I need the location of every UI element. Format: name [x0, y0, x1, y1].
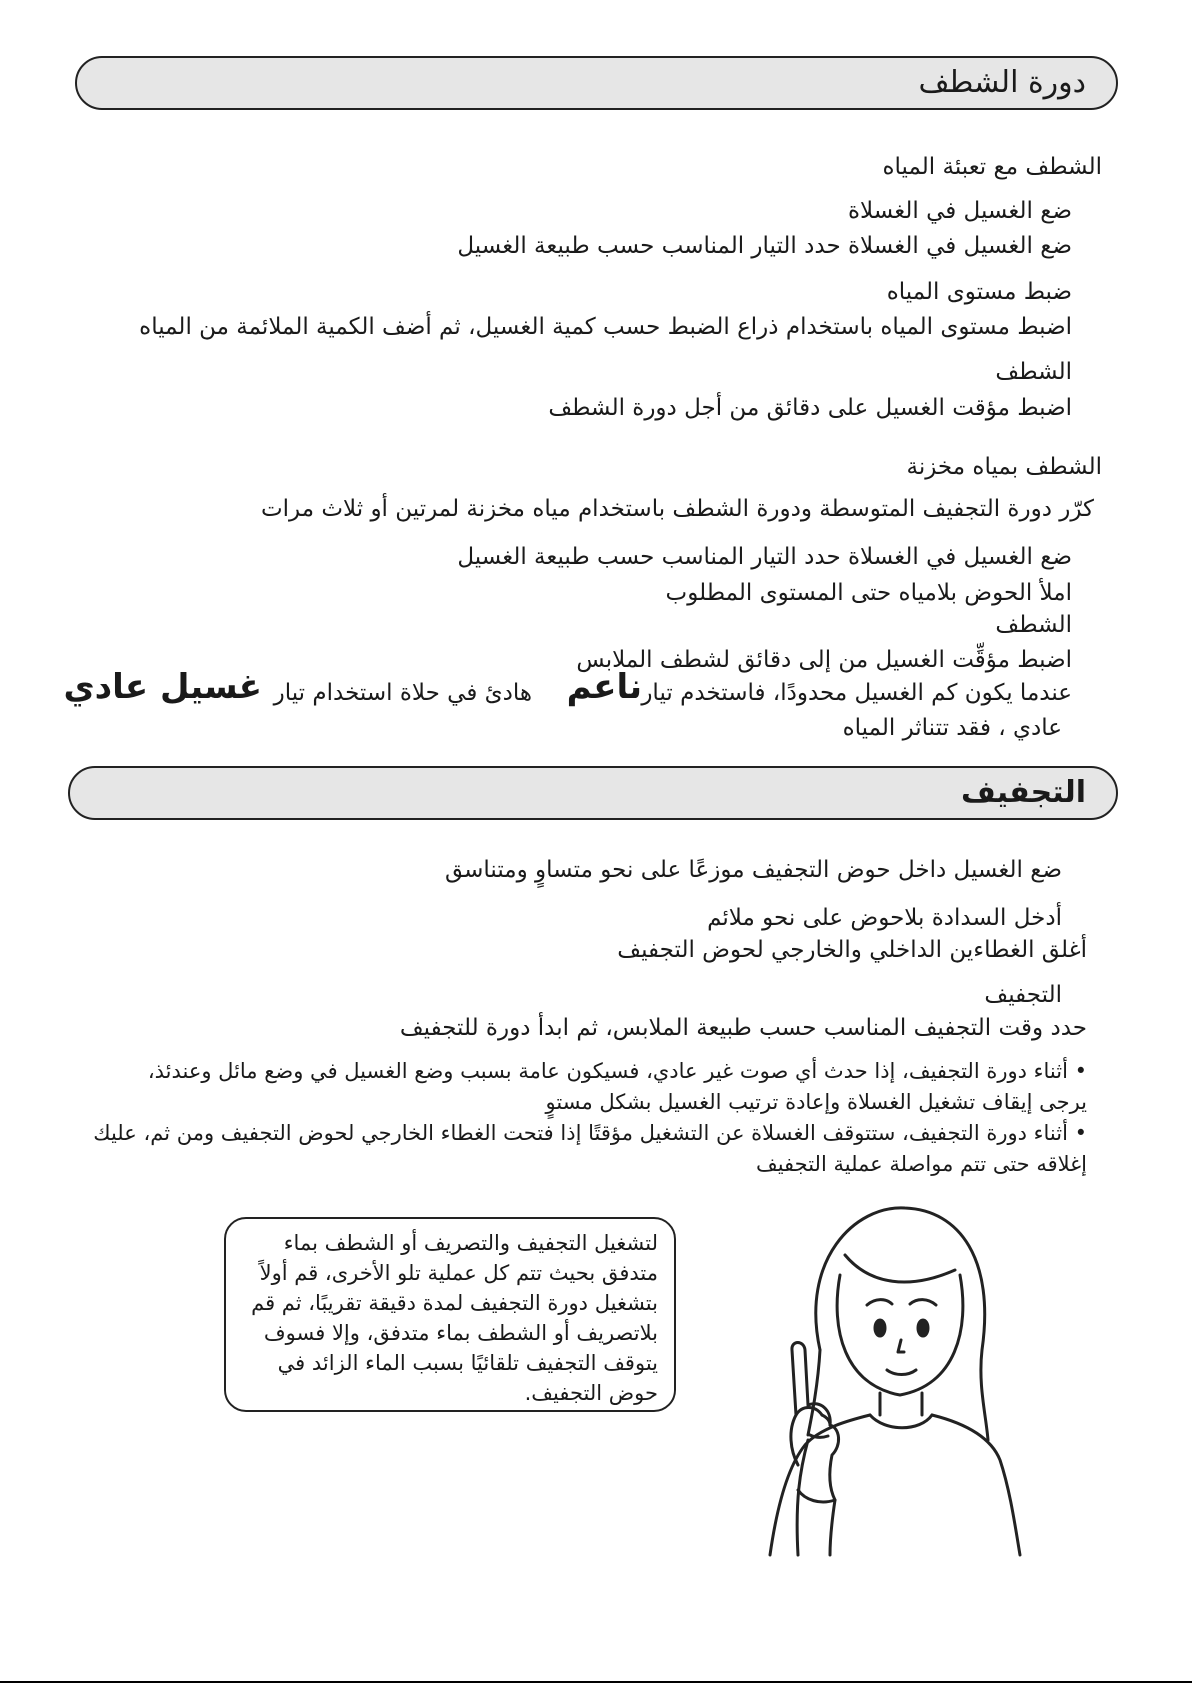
stored-rinse-line2: املأ الحوض بلامياه حتى المستوى المطلوب: [665, 580, 1072, 606]
note-line: حوض التجفيف.: [524, 1381, 658, 1405]
spin-line4: التجفيف: [984, 982, 1062, 1008]
woman-illustration: [760, 1200, 1030, 1560]
fill-rinse-step2-label: ضبط مستوى المياه: [886, 279, 1072, 305]
fill-rinse-step1-label: ضع الغسيل في الغسلاة: [847, 198, 1072, 224]
stored-rinse-line1: ضع الغسيل في الغسلاة حدد التيار المناسب حسب طبيعة الغسيل: [457, 544, 1072, 570]
spin-line1: ضع الغسيل داخل حوض التجفيف موزعًا على نحو متساوٍ ومتناسق: [444, 857, 1062, 883]
note-line: لتشغيل التجفيف والتصريف أو الشطف بماء: [283, 1231, 658, 1255]
spin-bullet2b: إغلاقه حتى تتم مواصلة عملية التجفيف: [755, 1152, 1087, 1176]
stored-rinse-heading: الشطف بمياه مخزنة: [906, 454, 1102, 480]
fill-rinse-step3-text: اضبط مؤقت الغسيل على دقائق من أجل دورة الشطف: [548, 395, 1072, 421]
note-line: متدفق بحيث تتم كل عملية تلو الأخرى، قم أولاً: [259, 1261, 658, 1285]
stored-rinse-line5b: هادئ في حلاة استخدام تيار: [273, 680, 532, 706]
page-bottom-rule: [0, 1681, 1192, 1683]
fill-rinse-step2-text: اضبط مستوى المياه باستخدام ذراع الضبط حسب كمية الغسيل، ثم أضف الكمية الملائمة من المياه: [139, 314, 1072, 340]
note-line: بتشغيل دورة التجفيف لمدة دقيقة تقريبًا، ثم قم: [251, 1291, 658, 1315]
spin-section-title: التجفيف: [961, 775, 1086, 810]
stored-rinse-line5a: عندما يكون كم الغسيل محدودًا، فاستخدم تيار: [641, 680, 1072, 706]
stored-rinse-line6: عادي ، فقد تتناثر المياه: [842, 715, 1062, 741]
stored-rinse-normal-course: غسيل عادي: [63, 667, 262, 707]
note-callout: [224, 1217, 676, 1412]
spin-line2: أدخل السدادة بلاحوض على نحو ملائم: [707, 905, 1062, 931]
spin-bullet1b: يرجى إيقاف تشغيل الغسلاة وإعادة ترتيب الغسيل بشكل مستوٍ: [545, 1090, 1087, 1114]
spin-bullet1a: • أثناء دورة التجفيف، إذا حدث أي صوت غير عادي، فسيكون عامة بسبب وضع الغسيل في وضع مائل وعندئذ،: [147, 1059, 1087, 1083]
spin-line5: حدد وقت التجفيف المناسب حسب طبيعة الملابس، ثم ابدأ دورة للتجفيف: [399, 1015, 1087, 1041]
fill-rinse-step1-text: ضع الغسيل في الغسلاة حدد التيار المناسب حسب طبيعة الغسيل: [457, 233, 1072, 259]
note-line: يتوقف التجفيف تلقائيًا بسبب الماء الزائد في: [277, 1351, 658, 1375]
stored-rinse-line3: الشطف: [995, 612, 1072, 638]
fill-rinse-step3-label: الشطف: [995, 359, 1072, 385]
spin-line3: أغلق الغطاءين الداخلي والخارجي لحوض التجفيف: [617, 937, 1087, 963]
rinse-section-title: دورة الشطف: [918, 65, 1086, 100]
stored-rinse-soft-course: ناعم: [566, 667, 642, 707]
stored-rinse-line4: اضبط مؤقِّت الغسيل من إلى دقائق لشطف الملابس: [576, 647, 1072, 673]
stored-rinse-intro: كرّر دورة التجفيف المتوسطة ودورة الشطف باستخدام مياه مخزنة لمرتين أو ثلاث مرات: [261, 496, 1094, 522]
spin-section-header: [68, 766, 1118, 820]
fill-rinse-heading: الشطف مع تعبئة المياه: [882, 154, 1102, 180]
note-line: بلاتصريف أو الشطف بماء متدفق، وإلا فسوف: [263, 1321, 658, 1345]
spin-bullet2a: • أثناء دورة التجفيف، ستتوقف الغسلاة عن التشغيل مؤقتًا إذا فتحت الغطاء الخارجي لحوض التجفيف ومن ثم، عليك: [93, 1121, 1087, 1145]
rinse-section-header: [75, 56, 1118, 110]
